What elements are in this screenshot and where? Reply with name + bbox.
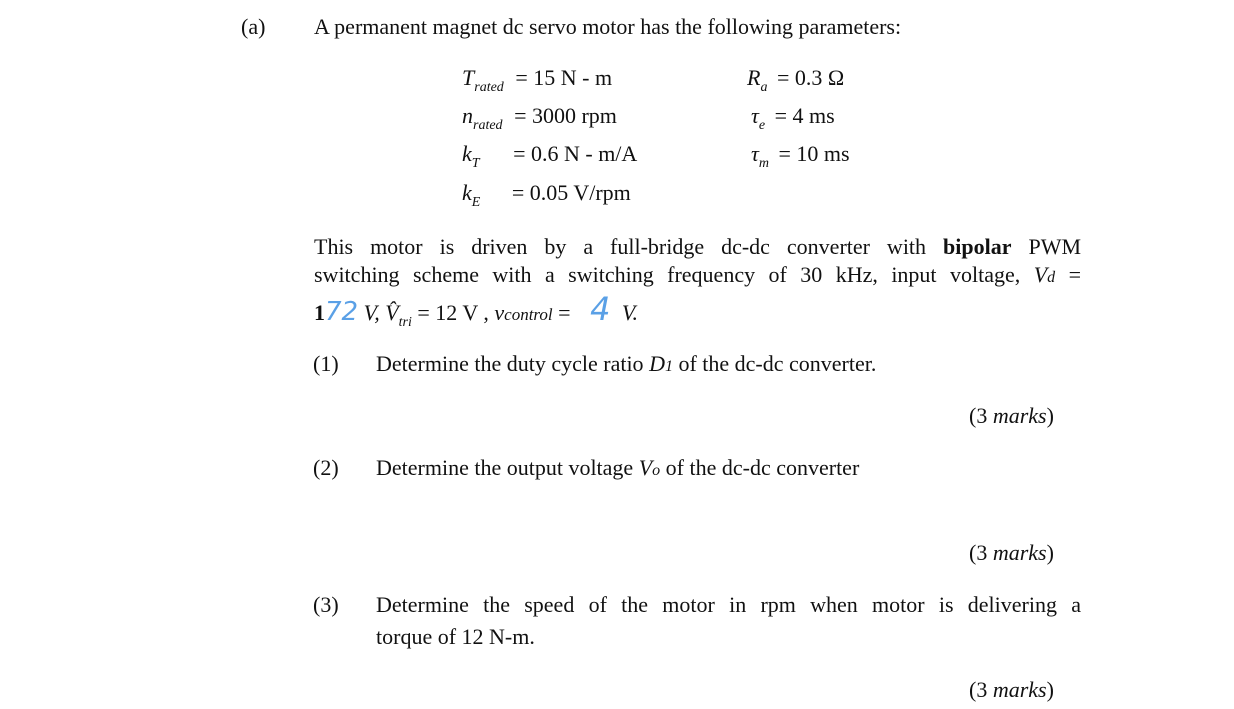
question-intro: A permanent magnet dc servo motor has the following parameters: xyxy=(314,14,902,39)
part-2-number: (2) xyxy=(313,455,339,480)
description-line-1: This motor is driven by a full-bridge dc-dc converter with bipolar PWM xyxy=(314,234,1082,259)
param-t-rated: $T_{rated} = 15$ N - m xyxy=(462,65,613,95)
description-line-2: switching scheme with a switching frequency of 30 kHz, input voltage, Vd = xyxy=(314,262,1082,287)
param-tau-m: $\tau_m = 10$ ms xyxy=(751,141,850,171)
part-1-number: (1) xyxy=(313,351,339,376)
part-3-marks: (3 marks) xyxy=(969,677,1054,702)
part-1-text: Determine the duty cycle ratio D1 of the dc-dc converter. xyxy=(376,351,877,376)
param-tau-e: $\tau_e = 4$ ms xyxy=(751,103,835,133)
part-3-number: (3) xyxy=(313,592,339,617)
description-line-3: 172 V, $V̂_{tri} = 12$ V , vcontrol = 4 V. xyxy=(314,290,639,330)
part-2-text: Determine the output voltage Vo of the dc-dc converter xyxy=(376,455,860,480)
param-n-rated: $n_{rated} = 3000$ rpm xyxy=(462,103,617,133)
handwritten-vd: 72 xyxy=(325,297,359,327)
part-1-marks: (3 marks) xyxy=(969,403,1054,428)
param-ra: $R_a = 0.3$ Ω xyxy=(747,65,845,95)
handwritten-vcontrol: 4 xyxy=(590,290,611,328)
param-ke: $k_E = 0.05$ V/rpm xyxy=(462,180,631,210)
question-label: (a) xyxy=(241,14,266,39)
param-kt: $k_T = 0.6$ N - m/A xyxy=(462,141,638,171)
part-2-marks: (3 marks) xyxy=(969,540,1054,565)
part-3-line-1: Determine the speed of the motor in rpm when motor is delivering a xyxy=(376,592,1081,617)
part-3-line-2: torque of 12 N-m. xyxy=(376,624,535,649)
